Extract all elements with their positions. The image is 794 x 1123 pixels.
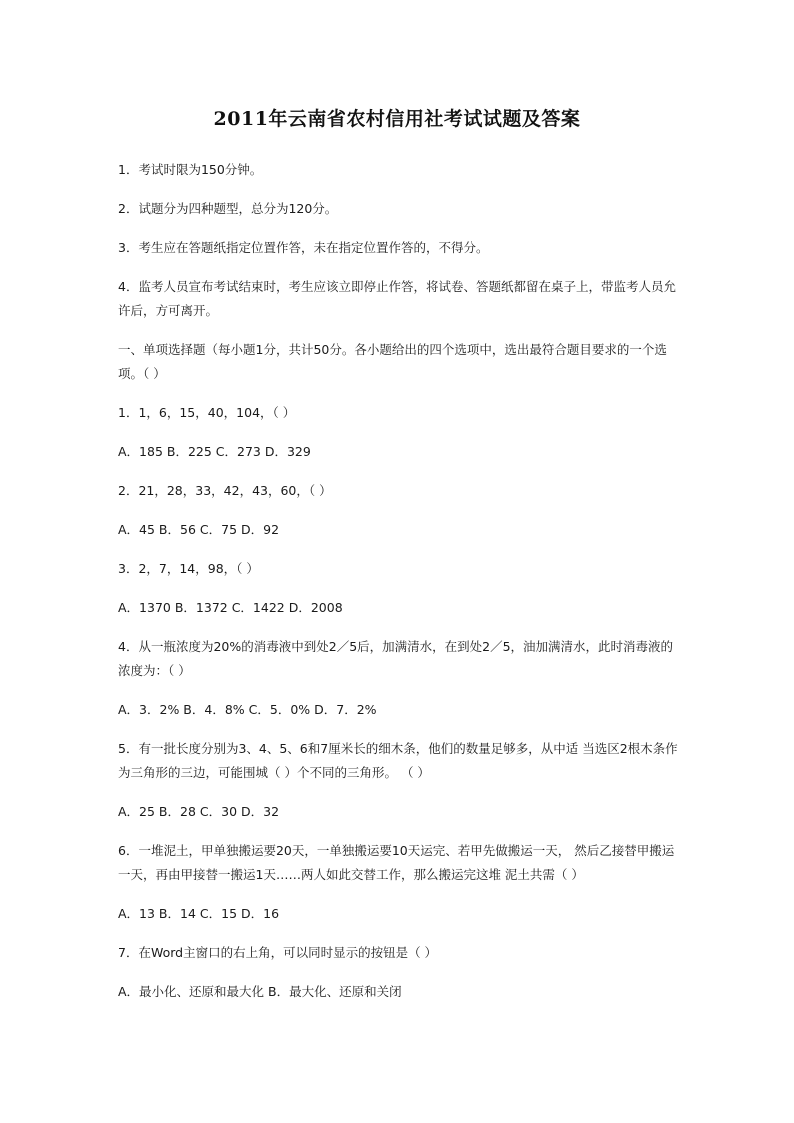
question-7-options: A．最小化、还原和最大化 B．最大化、还原和关闭 [118,984,402,999]
document-body [118,158,678,1019]
question-3-options: A．1370 B．1372 C．1422 D．2008 [118,600,343,615]
question-3: 3．2，7，14，98，（ ） [118,561,259,576]
exam-note-answer-position: 3．考生应在答题纸指定位置作答，未在指定位置作答的，不得分。 [118,240,489,255]
question-1: 1．1，6，15，40，104，（ ） [118,405,296,420]
section-heading-single-choice: 一、单项选择题（每小题1分，共计50分。各小题给出的四个选项中，选出最符合题目要求的一个选项。（ ） [118,342,667,381]
question-5: 5．有一批长度分别为3、4、5、6和7厘米长的细木条，他们的数量足够多，从中适 当选区2根木条作为三角形的三边，可能围城（ ）个不同的三角形。 （ ） [118,741,678,780]
exam-note-end: 4．监考人员宣布考试结束时，考生应该立即停止作答，将试卷、答题纸都留在桌子上，带监考人员允许后，方可离开。 [118,279,676,318]
question-6: 6．一堆泥土，甲单独搬运要20天，一单独搬运要10天运完、若甲先做搬运一天， 然后乙接替甲搬运一天，再由甲接替一搬运1天……两人如此交替工作，那么搬运完这堆 泥土共需（ ） [118,843,675,882]
document-title: 2011年云南省农村信用社考试试题及答案 [213,108,581,130]
question-4-options: A．3．2% B．4．8% C．5．0% D．7．2% [118,702,377,717]
question-2: 2．21，28，33，42，43，60，（ ） [118,483,332,498]
question-5-options: A．25 B．28 C．30 D．32 [118,804,280,819]
exam-note-types: 2．试题分为四种题型，总分为120分。 [118,201,338,216]
question-2-options: A．45 B．56 C．75 D．92 [118,522,280,537]
question-4: 4．从一瓶浓度为20%的消毒液中到处2／5后，加满清水，在到处2／5，油加满清水，此时消毒液的浓度为：（ ） [118,639,674,678]
question-7: 7．在Word主窗口的右上角，可以同时显示的按钮是（ ） [118,945,438,960]
question-6-options: A．13 B．14 C．15 D．16 [118,906,280,921]
exam-note-time: 1．考试时限为150分钟。 [118,162,263,177]
question-1-options: A．185 B．225 C．273 D．329 [118,444,311,459]
